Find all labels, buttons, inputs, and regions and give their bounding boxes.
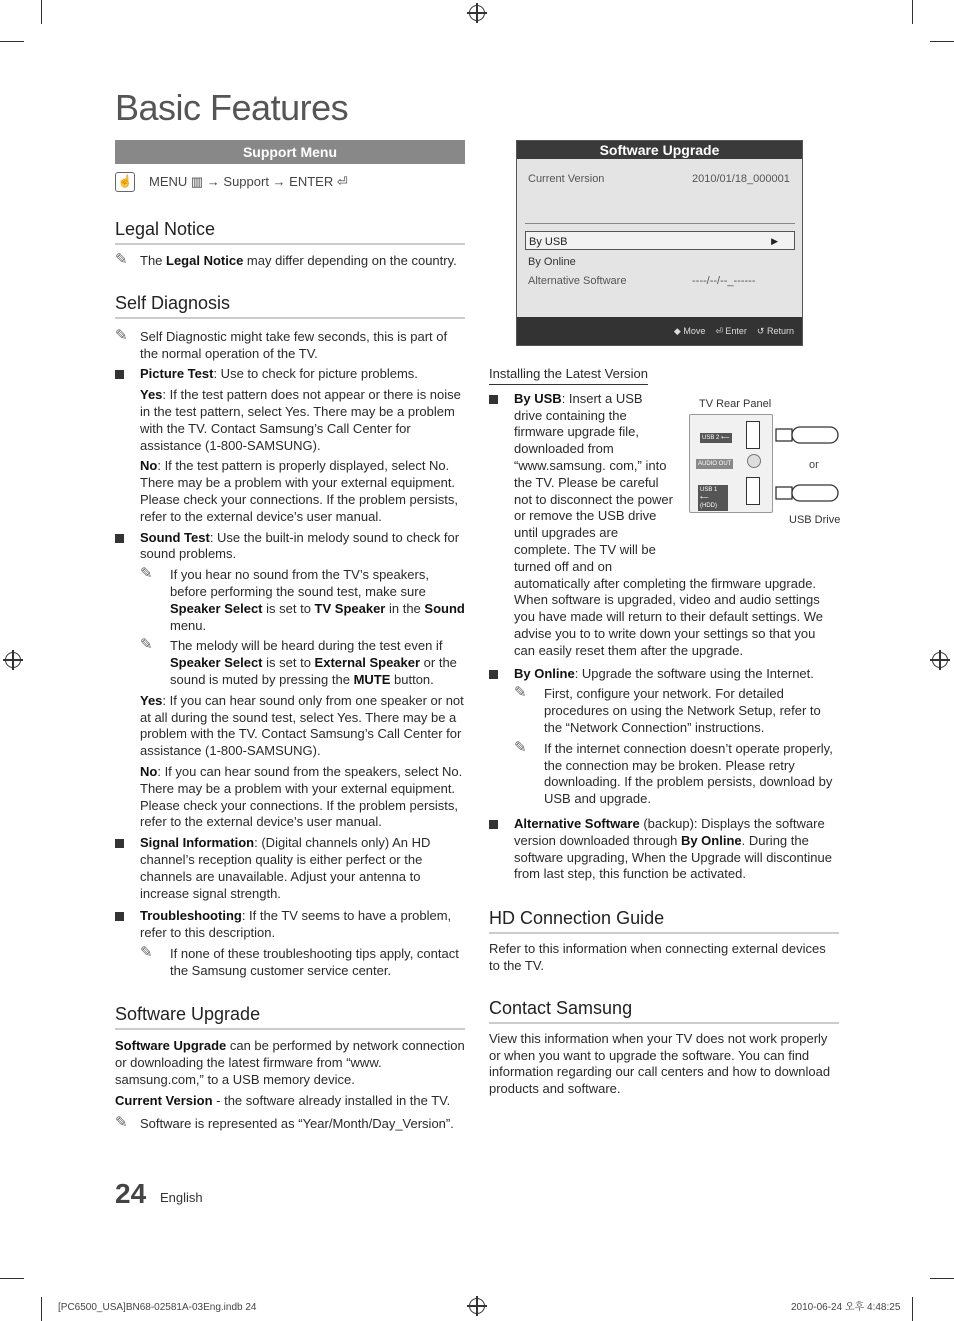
play-arrow-icon: ▶ (771, 236, 778, 246)
crop-mark (0, 41, 24, 42)
updown-arrow-icon: ◆ (673, 325, 681, 336)
alternative-software-value: ----/--/--_------ (692, 275, 756, 287)
usb1-port-label: USB 1 ⟵ (HDD) (698, 485, 728, 511)
crop-mark (41, 0, 42, 24)
tv-rear-panel-diagram (689, 414, 773, 513)
note-pencil-icon: ✎ (115, 251, 128, 268)
current-version-text: Current Version - the software already installed in the TV. (115, 1092, 451, 1108)
screen-divider (525, 223, 795, 224)
menu-path (115, 172, 465, 192)
sound-no-text: No: If you can hear sound from the speakers, select No. There may be a problem with your external equipment. Please check your connections. If the problem persists, refer to the external device’s user manual. (140, 763, 463, 830)
online-note-1: ✎ First, configure your network. For detailed procedures on using the Network Setup, refer to the “Network Connection” instructions. (514, 684, 821, 735)
current-version-value: 2010/01/18_000001 (692, 173, 790, 185)
note-pencil-icon: ✎ (514, 684, 527, 702)
legal-notice-heading: Legal Notice (115, 218, 465, 245)
support-menu-bar: Support Menu (115, 140, 465, 164)
footer-timestamp: 2010-06-24 오후 4:48:25 (791, 1302, 901, 1313)
language-label: English (160, 1190, 203, 1205)
alternative-software-item: Alternative Software (backup): Displays the software version downloaded through By Online. During the software upgrading, When the Upgrade will discontinue from last step, this function be activated. (489, 816, 839, 883)
tv-rear-panel-label: TV Rear Panel (699, 398, 772, 410)
troubleshooting-item: Troubleshooting: If the TV seems to have a problem, refer to this description. (115, 908, 465, 942)
registration-mark-icon (5, 652, 21, 668)
self-diagnosis-note: ✎ Self Diagnostic might take few seconds, this is part of the normal operation of the TV. (115, 326, 448, 361)
by-usb-continued: automatically after completing the firmware upgrade. When software is upgraded, video and audio settings you have made will return to their default settings. We advise you to to write down your settings so that you can easily reset them after the upgrade. (514, 575, 824, 658)
audio-jack-icon (747, 454, 761, 468)
troubleshooting-note: ✎ If none of these troubleshooting tips apply, contact the Samsung customer service center. (140, 943, 459, 978)
registration-mark-icon (932, 652, 948, 668)
by-online-option[interactable]: By Online (528, 256, 576, 268)
software-upgrade-heading: Software Upgrade (115, 1003, 465, 1030)
signal-information-item: Signal Information: (Digital channels only) An HD channel’s reception quality is either perfect or the channels are unavailable. Adjust your antenna to increase signal strength. (115, 835, 465, 902)
page-title: Basic Features (115, 87, 349, 128)
by-usb-item: By USB: Insert a USB drive containing the firmware upgrade file, downloaded from “www.samsung. com,” into the TV. Please be careful not to disconnect the power or remove the USB drive until upgrades are complete. The TV will be turned off and on (489, 391, 674, 576)
by-usb-option[interactable]: By USB ▶ (525, 231, 795, 250)
screen-footer (517, 317, 802, 345)
return-icon: ↺ (756, 325, 765, 336)
enter-hint: ⏎ Enter (715, 325, 747, 336)
usb-drive-label: USB Drive (789, 514, 841, 526)
crop-mark (912, 0, 913, 24)
sound-yes-text: Yes: If you can hear sound only from one speaker or not at all during the sound test, select Yes. There may be a problem with the TV. Contact Samsung’s Call Center for assistance (1-800-SAMSUNG). (140, 692, 464, 759)
contact-samsung-heading: Contact Samsung (489, 997, 839, 1024)
alternative-software-option[interactable]: Alternative Software (528, 275, 627, 287)
note-pencil-icon: ✎ (115, 1113, 128, 1131)
enter-icon: ⏎ (715, 325, 723, 336)
crop-mark (930, 41, 954, 42)
sound-test-item: Sound Test: Use the built-in melody sound to check for sound problems. (115, 530, 465, 564)
picture-test-item: Picture Test: Use to check for picture problems. (115, 366, 465, 383)
picture-yes-text: Yes: If the test pattern does not appear or there is noise in the test pattern, select Yes. There may be a problem with the TV. Contact Samsung’s Call Center for assistance (1-800-SAMSUNG). (140, 387, 461, 453)
bullet-square-icon (115, 912, 124, 921)
left-column (115, 140, 465, 1132)
software-upgrade-text: Software Upgrade can be performed by network connection or downloading the latest firmware from “www. samsung.com,” to a USB memory device. (115, 1038, 465, 1088)
usb-drive-icon (775, 426, 841, 444)
usb1-port-icon (746, 477, 760, 505)
bullet-square-icon (489, 670, 498, 679)
bullet-square-icon (115, 370, 124, 379)
or-label: or (809, 459, 819, 471)
crop-mark (930, 1278, 954, 1279)
sound-note-2: ✎ The melody will be heard during the test even if Speaker Select is set to External Speaker or the sound is muted by pressing the MUTE button. (140, 636, 457, 687)
footer-file-info: [PC6500_USA]BN68-02581A-03Eng.indb 24 (58, 1302, 257, 1313)
software-version-note: ✎ Software is represented as “Year/Month/Day_Version”. (115, 1113, 454, 1131)
registration-mark-icon (469, 5, 485, 21)
bullet-square-icon (489, 820, 498, 829)
bullet-square-icon (115, 534, 124, 543)
right-column (489, 366, 839, 1098)
contact-samsung-text: View this information when your TV does not work properly or when you want to upgrade the software. You can find information regarding our call centers and how to download products and software. (489, 1030, 831, 1097)
usb-drive-icon (775, 484, 841, 502)
screen-title: Software Upgrade (517, 141, 802, 159)
audio-out-label: AUDIO OUT (698, 461, 732, 467)
sound-note-1: ✎ If you hear no sound from the TV’s speakers, before performing the sound test, make sure Speaker Select is set to TV Speaker in the Sound menu. (140, 565, 465, 633)
note-pencil-icon: ✎ (115, 326, 128, 344)
installing-heading: Installing the Latest Version (489, 366, 648, 385)
current-version-label: Current Version (528, 173, 605, 185)
registration-mark-icon (469, 1298, 485, 1314)
online-note-2: ✎ If the internet connection doesn’t operate properly, the connection may be broken. Please retry downloading. If the problem persists, download by USB and upgrade. (514, 738, 833, 807)
page-number: 24 (115, 1178, 147, 1209)
screen-body (517, 159, 802, 317)
note-pencil-icon: ✎ (140, 943, 153, 961)
crop-mark (0, 1278, 24, 1279)
hand-icon: ☝ (115, 172, 135, 192)
return-hint: ↺ Return (756, 325, 794, 336)
usb2-port-label: USB 2 ⟵ (702, 435, 730, 441)
self-diagnosis-heading: Self Diagnosis (115, 292, 465, 319)
note-pencil-icon: ✎ (514, 738, 527, 756)
legal-note: ✎ The Legal Notice may differ depending on the country. (115, 251, 457, 268)
menu-path-text: MENU ▥ → Support → ENTER ⏎ (149, 173, 348, 189)
move-hint: ◆ Move (673, 325, 706, 336)
hd-connection-guide-heading: HD Connection Guide (489, 907, 839, 934)
bullet-square-icon (115, 839, 124, 848)
note-pencil-icon: ✎ (140, 636, 153, 654)
software-upgrade-screen (516, 140, 803, 346)
usb2-port-icon (746, 421, 760, 449)
note-pencil-icon: ✎ (140, 565, 153, 583)
picture-no-text: No: If the test pattern is properly displayed, select No. There may be a problem with your external equipment. Please check your connections. If the problem persists, refer to the external device’s user manual. (140, 458, 458, 524)
crop-mark (912, 1297, 913, 1321)
bullet-square-icon (489, 395, 498, 404)
hd-connection-guide-text: Refer to this information when connecting external devices to the TV. (489, 941, 826, 973)
by-online-item: By Online: Upgrade the software using the Internet. (489, 666, 839, 683)
crop-mark (41, 1297, 42, 1321)
